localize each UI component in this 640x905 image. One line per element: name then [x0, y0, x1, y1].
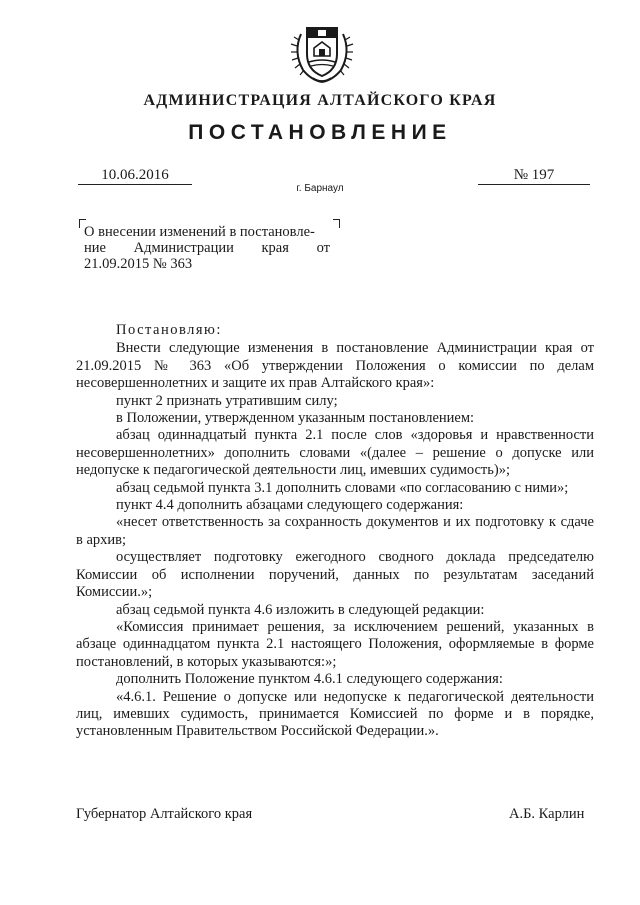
body-paragraph: «Комиссия принимает решения, за исключением решений, указанных в абзаце одиннадцатом пункта 2.1 настоящего Положения, оформляемые в форме постановлений, в которых указываются:»; — [76, 618, 594, 670]
subject-word: ние — [84, 240, 106, 256]
subject-line — [84, 240, 330, 256]
body-paragraph: в Положении, утвержденном указанным постановлением: — [116, 410, 475, 427]
subject-corner-mark-right — [333, 219, 340, 228]
signatory-name: А.Б. Карлин — [509, 806, 585, 822]
body-paragraph: абзац одиннадцатый пункта 2.1 после слов «здоровья и нравственности несовершеннолетних» дополнить словами «(далее – решение о допуске или недопуске к педагогической деятельности лиц, имевших судимость)»; — [76, 427, 594, 479]
subject-word: Администрации — [133, 240, 234, 256]
document-type-title: ПОСТАНОВЛЕНИЕ — [188, 121, 452, 144]
body-paragraph: абзац седьмой пункта 3.1 дополнить словами «по согласованию с ними»; — [116, 479, 569, 496]
body-paragraph: осуществляет подготовку ежегодного сводного доклада председателю Комиссии об исполнении поручений, данных по результатам заседаний Комиссии.»; — [76, 549, 594, 601]
signatory-position: Губернатор Алтайского края — [76, 806, 253, 822]
subject-line: О внесении изменений в постановле- — [84, 224, 315, 240]
document-subject — [84, 224, 330, 272]
document-number: № 197 — [478, 166, 590, 185]
city-of-issue: г. Барнаул — [296, 183, 344, 194]
body-paragraph: абзац седьмой пункта 4.6 изложить в следующей редакции: — [116, 601, 485, 618]
document-date: 10.06.2016 — [78, 166, 192, 185]
subject-word: от — [316, 240, 330, 256]
body-paragraph: «4.6.1. Решение о допуске или недопуске к педагогической деятельности лиц, имевших судимость, принимается Комиссией по форме и в порядке, установленным Правительством Российской Федерации.». — [76, 688, 594, 740]
body-paragraph: пункт 2 признать утратившим силу; — [116, 392, 338, 409]
coat-of-arms-emblem — [287, 14, 357, 86]
issuing-authority: АДМИНИСТРАЦИЯ АЛТАЙСКОГО КРАЯ — [143, 92, 497, 109]
body-paragraph: «несет ответственность за сохранность документов и их подготовку к сдаче в архив; — [76, 514, 594, 548]
subject-line: 21.09.2015 № 363 — [84, 256, 193, 272]
body-paragraph: пункт 4.4 дополнить абзацами следующего содержания: — [116, 497, 464, 514]
subject-word: края — [261, 240, 289, 256]
decree-word: Постановляю: — [116, 322, 222, 338]
body-paragraph: Внести следующие изменения в постановление Администрации края от 21.09.2015 № 363 «Об утверждении Положения о комиссии по делам несовершеннолетних и защите их прав Алтайского края»: — [76, 340, 594, 392]
document-body — [76, 322, 594, 741]
body-paragraph: дополнить Положение пунктом 4.6.1 следующего содержания: — [116, 671, 503, 688]
